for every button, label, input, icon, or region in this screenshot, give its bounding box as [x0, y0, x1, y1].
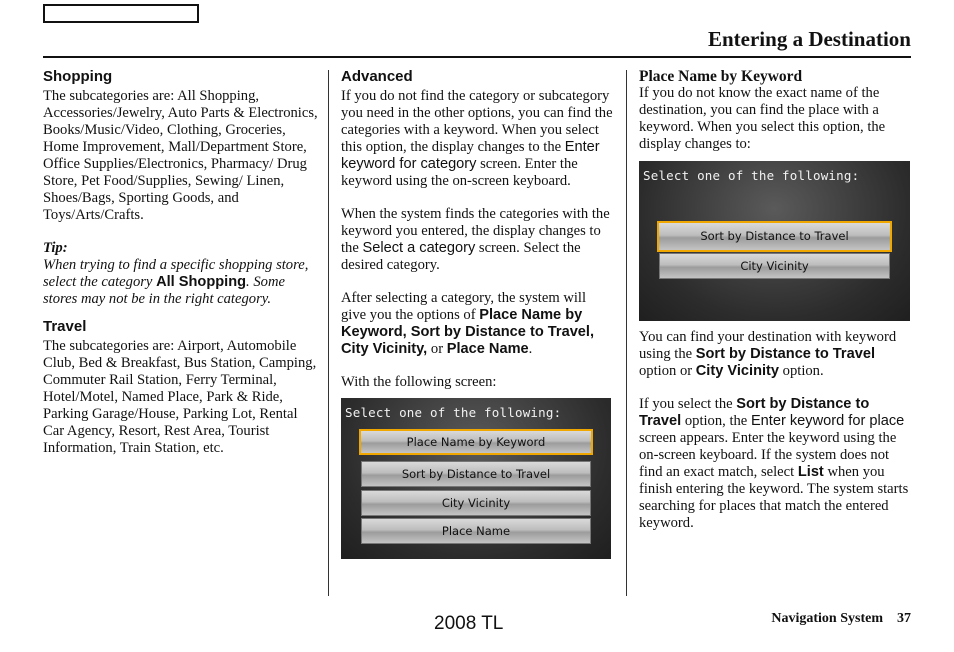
footer-nav-label: Navigation System: [771, 611, 883, 626]
advanced-paragraph-4: With the following screen:: [341, 374, 497, 390]
travel-heading: Travel: [43, 318, 87, 335]
footer-nav: [771, 611, 911, 627]
nav-screen-advanced: [341, 398, 611, 559]
section-title: Entering a Destination: [707, 27, 911, 51]
advanced-paragraph-2: When the system finds the categories with the keyword you entered, the display changes to the Select a category screen. Select the desired category.: [341, 206, 610, 273]
tip-bold-all-shopping: All Shopping: [156, 274, 247, 290]
option-place-name-bold: Place Name: [446, 341, 529, 357]
screen-name-enter-keyword-place: Enter keyword for place: [750, 413, 905, 429]
header-rule: [43, 56, 911, 58]
column-middle: [341, 68, 613, 559]
header-tab-box: [43, 4, 199, 23]
advanced-paragraph-1: If you do not find the category or subcategory you need in the other options, you can find the categories with a keyword. When you select this option, the display changes to the Enter keyword for category screen. Enter the keyword using the on-screen keyboard.: [341, 88, 613, 189]
travel-body: The subcategories are: Airport, Automobile Club, Bed & Breakfast, Bus Station, Camping, Commuter Rail Station, Ferry Terminal, Hotel/Motel, Named Place, Park & Ride, Parking Garage/House, Parking Lot, Rental Car Agency, Resort, Rest Area, Tourist Information, Train Station, etc.: [43, 338, 317, 456]
keyword-paragraph-2: You can find your destination with keyword using the Sort by Distance to Travel option or City Vicinity option.: [639, 329, 897, 379]
column-divider-right: [626, 70, 627, 596]
keyword-paragraph-1: If you do not know the exact name of the destination, you can find the place with a keyword. When you select this option, the display changes to:: [639, 85, 886, 152]
option-sort-by-distance-bold: Sort by Distance to Travel: [695, 346, 876, 362]
menu-button-place-name[interactable]: Place Name: [361, 518, 591, 544]
tip-text: When trying to find a specific shopping store, select the category All Shopping. Some stores may not be in the right category.: [43, 257, 309, 307]
page-number: 37: [897, 611, 911, 626]
footer-model: 2008 TL: [434, 613, 504, 634]
option-list-bold: List: [797, 464, 824, 480]
options-list-bold: Place Name by Keyword, Sort by Distance to Travel, City Vicinity,: [341, 307, 595, 357]
column-left: [43, 68, 318, 457]
screen-name-select-category: Select a category: [362, 240, 476, 256]
place-name-by-keyword-heading: Place Name by Keyword: [639, 68, 803, 85]
shopping-heading: Shopping: [43, 68, 113, 85]
shopping-body: The subcategories are: All Shopping, Accessories/Jewelry, Auto Parts & Electronics, Books/Music/Video, Clothing, Groceries, Home Improvement, Mall/Department Store, Office Supplies/Electronics, Pharmacy/ Drug Store, Pet Food/Supplies, Sewing/ Linen, Shoes/Bags, Sporting Goods, and Toys/Arts/Crafts.: [43, 88, 318, 223]
menu-button-place-name-by-keyword[interactable]: Place Name by Keyword: [359, 429, 593, 455]
tip-label: Tip:: [43, 240, 68, 256]
keyword-paragraph-3: If you select the Sort by Distance to Travel option, the Enter keyword for place screen appears. Enter the keyword using the on-screen keyboard. If the system does not find an exact match, select List when you finish entering the keyword. The system starts searching for places that match the entered keyword.: [639, 396, 909, 531]
screen-prompt: Select one of the following:: [643, 168, 860, 183]
menu-button-sort-by-distance[interactable]: Sort by Distance to Travel: [657, 221, 892, 252]
advanced-heading: Advanced: [341, 68, 413, 85]
option-sort-by-distance-bold: Sort by Distance to Travel: [639, 396, 870, 429]
menu-button-sort-by-distance[interactable]: Sort by Distance to Travel: [361, 461, 591, 487]
menu-button-city-vicinity[interactable]: City Vicinity: [361, 490, 591, 516]
screen-name-enter-keyword-category: Enter keyword for category: [341, 139, 600, 172]
menu-button-city-vicinity[interactable]: City Vicinity: [659, 253, 890, 279]
nav-screen-keyword: [639, 161, 910, 321]
screen-prompt: Select one of the following:: [345, 405, 562, 420]
option-city-vicinity-bold: City Vicinity: [695, 363, 780, 379]
column-right: [639, 68, 911, 532]
column-divider-left: [328, 70, 329, 596]
advanced-paragraph-3: After selecting a category, the system will give you the options of Place Name by Keyword, Sort by Distance to Travel, City Vicinity, or Place Name.: [341, 290, 595, 357]
